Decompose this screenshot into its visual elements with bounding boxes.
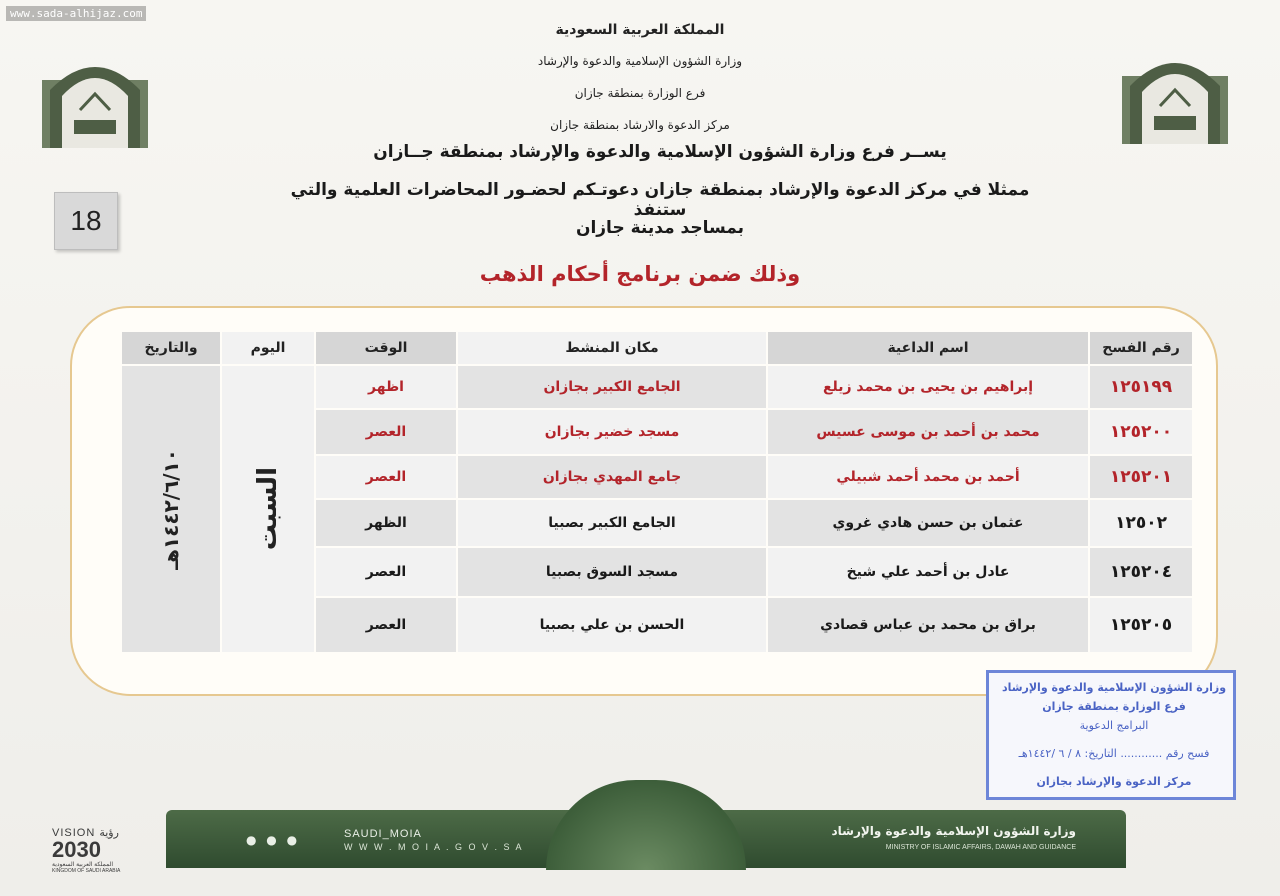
row-4-time: الظهر bbox=[316, 500, 456, 546]
header-date: والتاريخ bbox=[122, 332, 220, 364]
social-icons: ● ● ● bbox=[246, 833, 301, 847]
header-day: اليوم bbox=[222, 332, 314, 364]
row-1-preacher: إبراهيم بن يحيى بن محمد زيلع bbox=[768, 366, 1088, 408]
row-1-number: ١٢٥١٩٩ bbox=[1090, 366, 1192, 408]
page-number: 18 bbox=[54, 192, 118, 250]
header-place: مكان المنشط bbox=[458, 332, 766, 364]
header-center: مركز الدعوة والارشاد بمنطقة جازان bbox=[550, 118, 730, 132]
row-5-number: ١٢٥٢٠٤ bbox=[1090, 548, 1192, 596]
program-title: وذلك ضمن برنامج أحكام الذهب bbox=[479, 262, 801, 286]
vision-2030-logo bbox=[52, 826, 172, 872]
ministry-logo-left bbox=[40, 50, 150, 150]
vision-sub-ar: المملكة العربية السعودية bbox=[52, 862, 114, 868]
row-3-preacher: أحمد بن محمد أحمد شبيلي bbox=[768, 456, 1088, 498]
day-cell bbox=[222, 366, 314, 652]
ministry-logo-right bbox=[1120, 46, 1230, 146]
stamp-permit: فسح رقم ............ التاريخ: ٨ / ٦ /١٤٤٢هـ bbox=[1018, 747, 1210, 760]
date-text: ١٤٤٢/٦/١٠هـ bbox=[159, 448, 183, 570]
row-3-place: جامع المهدي بجازان bbox=[458, 456, 766, 498]
row-5-place: مسجد السوق بصبيا bbox=[458, 548, 766, 596]
header-branch: فرع الوزارة بمنطقة جازان bbox=[574, 86, 706, 100]
intro-line-2: ممثلا في مركز الدعوة والإرشاد بمنطقة جازان دعوتـكم لحضـور المحاضرات العلمية والتي ستنفذ bbox=[290, 180, 1030, 220]
stamp-department: البرامج الدعوية bbox=[1079, 719, 1149, 732]
vision-label: VISION رؤية bbox=[52, 827, 119, 839]
intro-line-1: يســر فرع وزارة الشؤون الإسلامية والدعوة والإرشاد بمنطقة جــازان bbox=[373, 142, 947, 162]
row-4-number: ١٢٥٠٢ bbox=[1090, 500, 1192, 546]
header-number: رقم الفسح bbox=[1090, 332, 1192, 364]
schedule-table bbox=[122, 332, 1192, 652]
row-3-time: العصر bbox=[316, 456, 456, 498]
row-6-place: الحسن بن علي بصبيا bbox=[458, 598, 766, 652]
header-ministry: وزارة الشؤون الإسلامية والدعوة والإرشاد bbox=[537, 54, 743, 68]
day-text: السبت bbox=[253, 467, 283, 551]
stamp-center: مركز الدعوة والإرشاد بجازان bbox=[1036, 775, 1192, 788]
intro-line-3: بمساجد مدينة جازان bbox=[575, 218, 745, 238]
row-2-number: ١٢٥٢٠٠ bbox=[1090, 410, 1192, 454]
row-5-time: العصر bbox=[316, 548, 456, 596]
row-3-number: ١٢٥٢٠١ bbox=[1090, 456, 1192, 498]
date-cell bbox=[122, 366, 220, 652]
footer-handle: SAUDI_MOIA bbox=[344, 828, 422, 840]
vision-year: 2030 bbox=[52, 837, 101, 862]
stamp-ministry: وزارة الشؤون الإسلامية والدعوة والإرشاد bbox=[1001, 681, 1227, 694]
footer-emblem bbox=[546, 780, 746, 870]
row-2-time: العصر bbox=[316, 410, 456, 454]
header-time: الوقت bbox=[316, 332, 456, 364]
footer-ministry-ar: وزارة الشؤون الإسلامية والدعوة والإرشاد bbox=[831, 824, 1076, 838]
row-6-number: ١٢٥٢٠٥ bbox=[1090, 598, 1192, 652]
row-2-preacher: محمد بن أحمد بن موسى عسيس bbox=[768, 410, 1088, 454]
site-watermark: www.sada-alhijaz.com bbox=[6, 6, 146, 21]
row-4-place: الجامع الكبير بصبيا bbox=[458, 500, 766, 546]
header-preacher: اسم الداعية bbox=[768, 332, 1088, 364]
row-2-place: مسجد خضير بجازان bbox=[458, 410, 766, 454]
row-1-place: الجامع الكبير بجازان bbox=[458, 366, 766, 408]
footer-banner bbox=[166, 780, 1126, 880]
row-5-preacher: عادل بن أحمد علي شيخ bbox=[768, 548, 1088, 596]
footer-ministry-en: MINISTRY OF ISLAMIC AFFAIRS, DAWAH AND GUIDANCE bbox=[885, 844, 1076, 851]
row-6-time: العصر bbox=[316, 598, 456, 652]
footer-url: W W W . M O I A . G O V . S A bbox=[344, 842, 524, 852]
vision-sub-en: KINGDOM OF SAUDI ARABIA bbox=[52, 868, 121, 874]
stamp-branch: فرع الوزارة بمنطقة جازان bbox=[1042, 700, 1186, 713]
row-4-preacher: عثمان بن حسن هادي غروي bbox=[768, 500, 1088, 546]
row-6-preacher: براق بن محمد بن عباس قصادي bbox=[768, 598, 1088, 652]
header-country: المملكة العربية السعودية bbox=[555, 22, 725, 38]
row-1-time: اظهر bbox=[316, 366, 456, 408]
